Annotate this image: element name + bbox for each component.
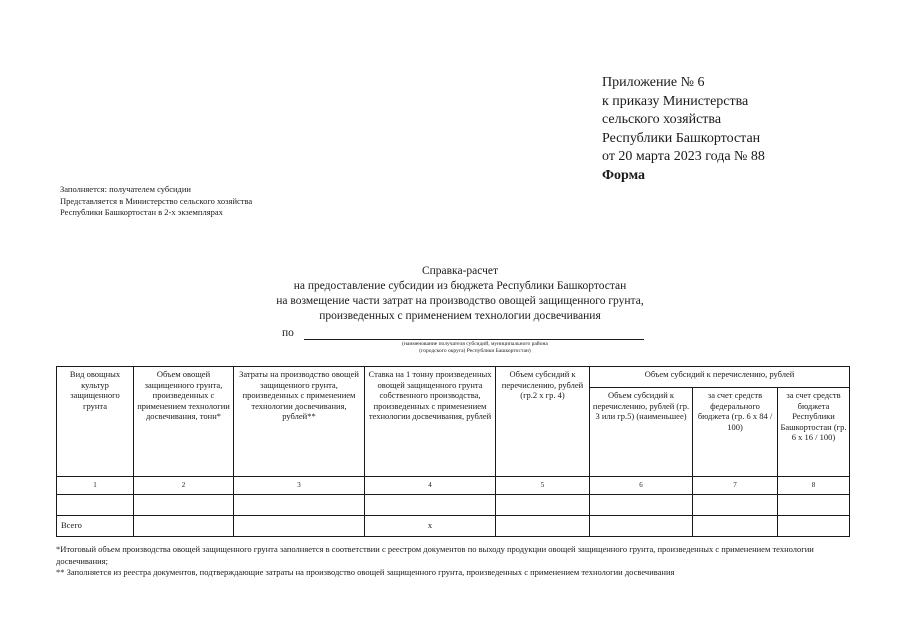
title-line: на возмещение части затрат на производство овощей защищенного грунта, xyxy=(276,295,644,307)
header-federal: за счет средств федерального бюджета (гр. 6 х 84 / 100) xyxy=(693,388,778,477)
title-line: произведенных с применением технологии досвечивания xyxy=(319,310,601,322)
column-number: 8 xyxy=(778,477,850,495)
total-rate-mark: x xyxy=(365,515,496,536)
table-cell[interactable] xyxy=(234,515,365,536)
title-line: на предоставление субсидии из бюджета Республики Башкортостан xyxy=(293,280,627,292)
document-title xyxy=(240,264,680,324)
column-number: 6 xyxy=(590,477,693,495)
column-number: 3 xyxy=(234,477,365,495)
table-cell[interactable] xyxy=(234,494,365,515)
appendix-line: от 20 марта 2023 года № 88 xyxy=(602,149,765,164)
table-cell[interactable] xyxy=(134,494,234,515)
table-cell[interactable] xyxy=(496,494,590,515)
title-line: Справка-расчет xyxy=(421,265,499,277)
table-cell[interactable] xyxy=(134,515,234,536)
header-regional: за счет средств бюджета Республики Башкортостан (гр. 6 х 16 / 100) xyxy=(778,388,850,477)
header-crop-type: Вид овощных культур защищенного грунта xyxy=(57,367,134,477)
header-rate: Ставка на 1 тонну произведенных овощей защищенного грунта собственного производства, произведенных с применением технологии досвечивания, рублей xyxy=(365,367,496,477)
table-row xyxy=(57,494,850,515)
recipient-fill-line xyxy=(304,339,644,340)
header-subsidy-min: Объем субсидий к перечислению, рублей (гр. 3 или гр.5) (наименьшее) xyxy=(590,388,693,477)
form-label: Форма xyxy=(602,168,646,183)
table-cell[interactable] xyxy=(57,494,134,515)
appendix-line: Приложение № 6 xyxy=(602,75,705,90)
table-cell[interactable] xyxy=(693,515,778,536)
table-cell[interactable] xyxy=(590,515,693,536)
fill-note-line: Республики Башкортостан в 2-х экземплярах xyxy=(60,207,223,217)
column-number: 5 xyxy=(496,477,590,495)
recipient-caption xyxy=(300,341,650,355)
appendix-line: сельского хозяйства xyxy=(602,112,722,127)
table-cell[interactable] xyxy=(778,494,850,515)
appendix-line: Республики Башкортостан xyxy=(602,130,761,146)
table-cell[interactable] xyxy=(365,494,496,515)
header-subsidy-group: Объем субсидий к перечислению, рублей xyxy=(590,367,850,388)
appendix-line: к приказу Министерства xyxy=(602,93,749,109)
appendix-block xyxy=(602,74,765,167)
recipient-caption-line: (наименование получателя субсидий, муниципального района xyxy=(402,341,548,347)
total-row xyxy=(57,515,850,536)
header-subsidy-calc: Объем субсидий к перечислению, рублей (гр.2 х гр. 4) xyxy=(496,367,590,477)
footnotes xyxy=(56,544,866,579)
recipient-prefix: по xyxy=(282,327,294,339)
fill-note-line: Заполняется: получателем субсидии xyxy=(60,184,191,194)
header-costs: Затраты на производство овощей защищенного грунта, произведенных с применением технологии досвечивания, рублей** xyxy=(234,367,365,477)
header-volume: Объем овощей защищенного грунта, произведенных с применением технологии досвечивания, тонн* xyxy=(134,367,234,477)
column-number: 7 xyxy=(693,477,778,495)
recipient-caption-line: (городского округа) Республики Башкортостан) xyxy=(419,348,531,354)
column-number: 4 xyxy=(365,477,496,495)
footnote-1: *Итоговый объем производства овощей защищенного грунта заполняется в соответствии с реестром документов по выходу продукции овощей защищенного грунта, произведенных с применением технологии досвечивания; xyxy=(56,544,814,566)
fill-note xyxy=(60,184,252,219)
table-cell[interactable] xyxy=(778,515,850,536)
column-number: 1 xyxy=(57,477,134,495)
column-number: 2 xyxy=(134,477,234,495)
footnote-2: ** Заполняется из реестра документов, подтверждающие затраты на производство овощей защищенного грунта, произведенных с применением технологии досвечивания xyxy=(56,567,675,577)
total-label: Всего xyxy=(57,515,134,536)
table-cell[interactable] xyxy=(496,515,590,536)
fill-note-line: Представляется в Министерство сельского хозяйства xyxy=(60,195,253,206)
calculation-table xyxy=(56,366,850,537)
table-cell[interactable] xyxy=(693,494,778,515)
table-cell[interactable] xyxy=(590,494,693,515)
